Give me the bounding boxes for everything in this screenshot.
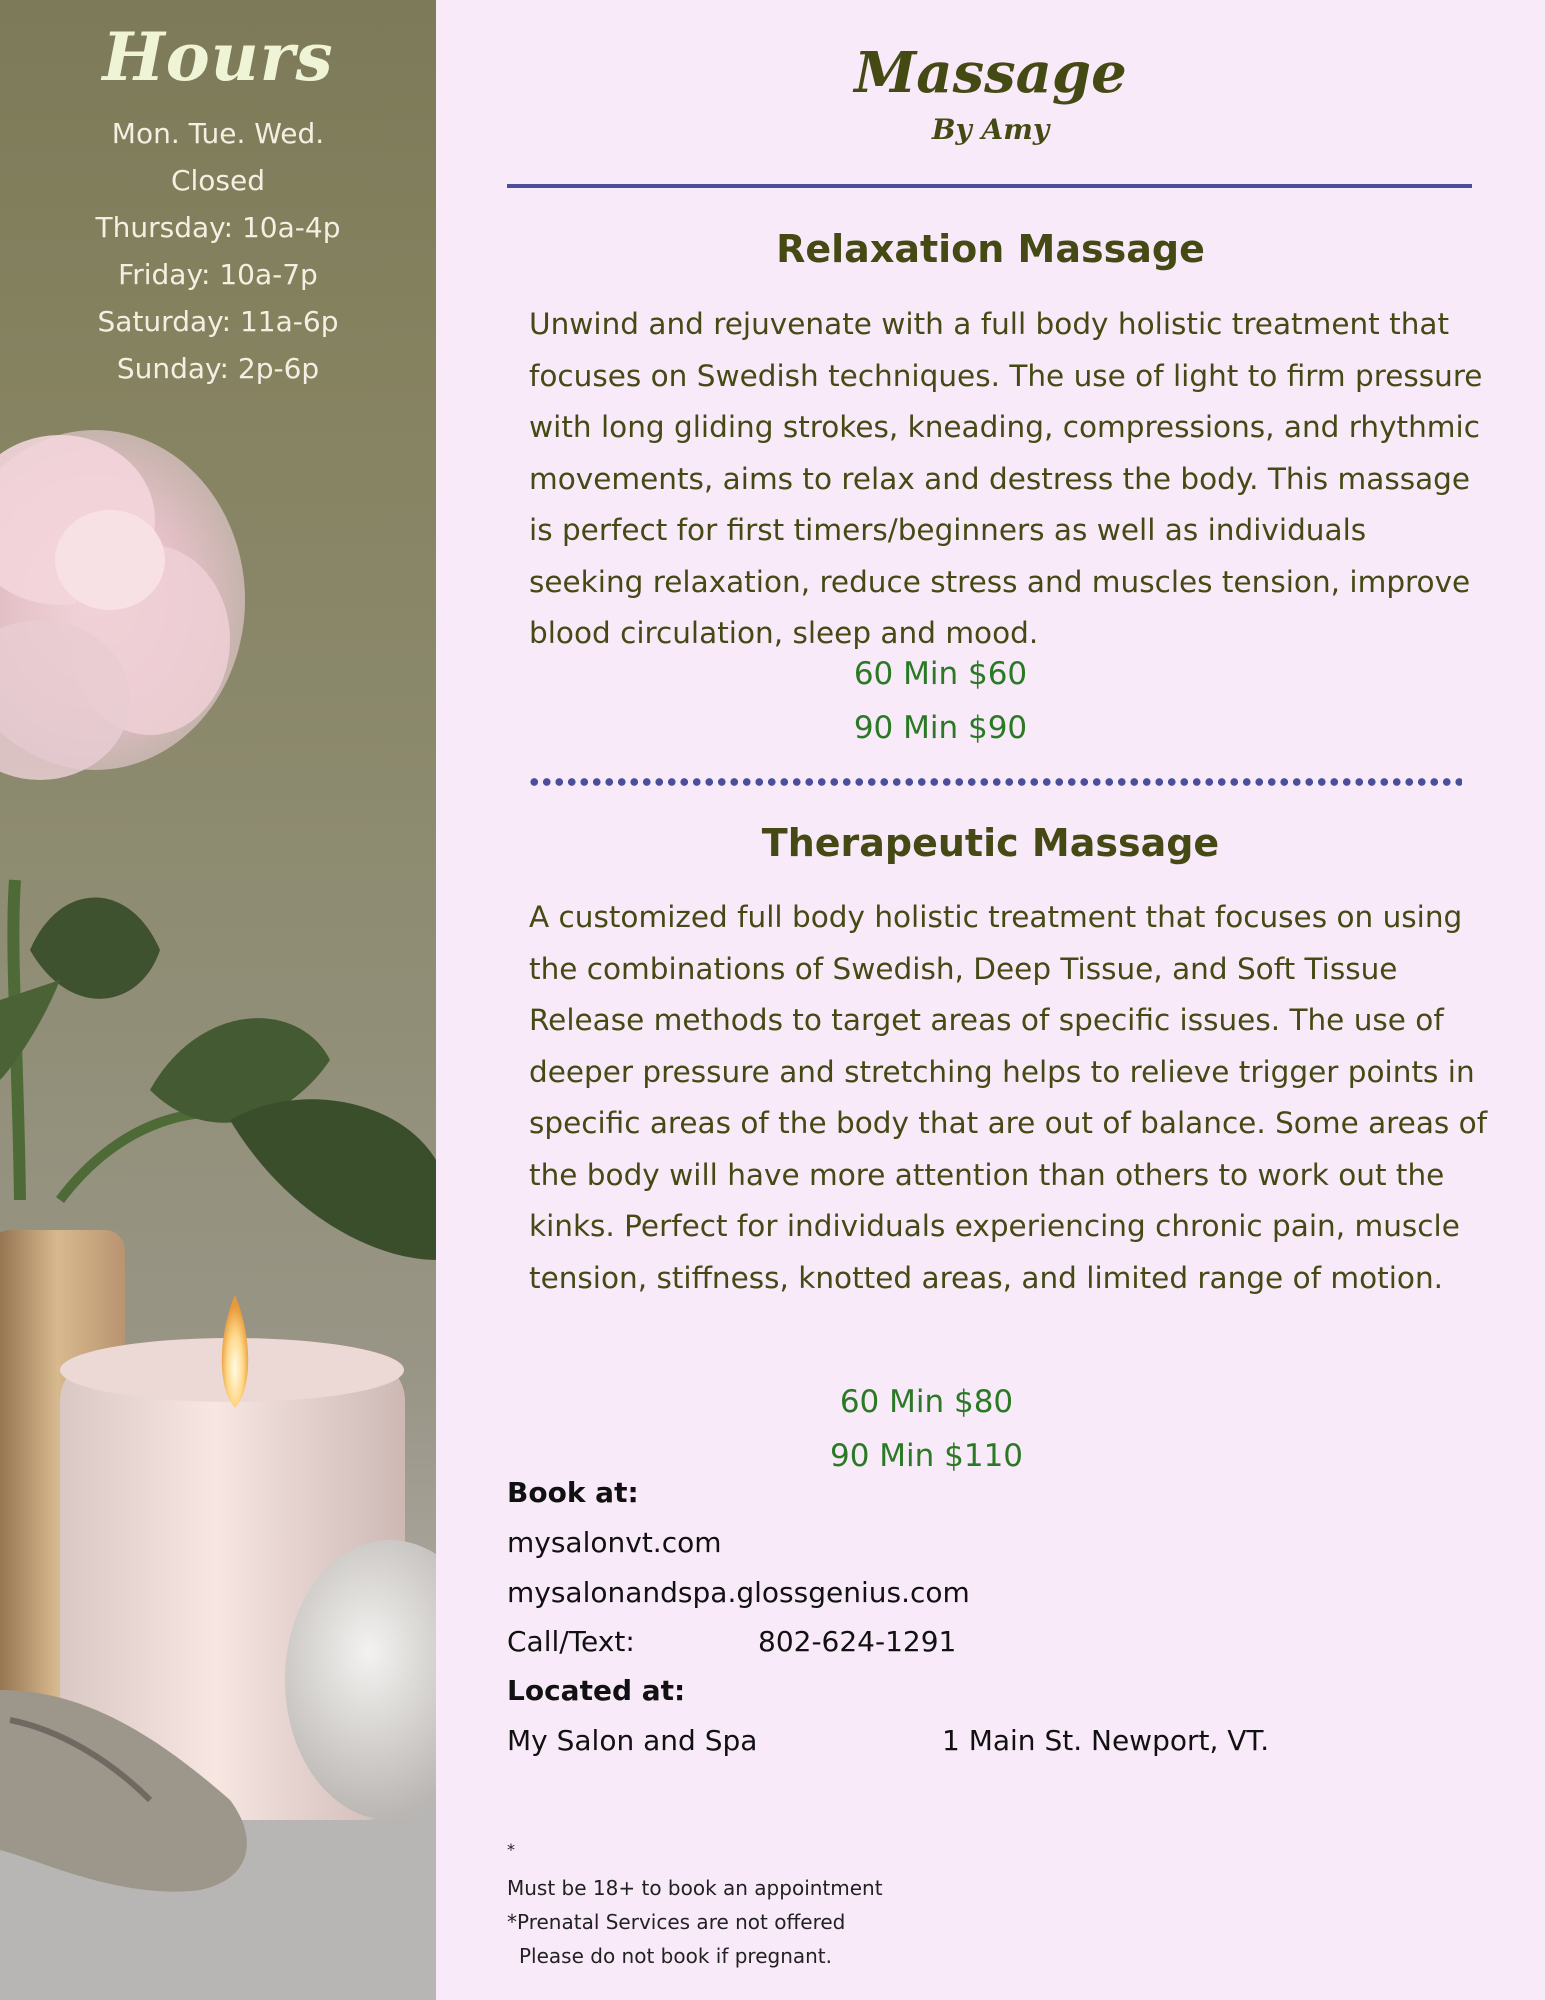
brand-title: Massage (854, 40, 1127, 106)
hours-line: Friday: 10a-7p (118, 258, 318, 291)
service-price: 90 Min $110 (829, 1438, 1024, 1474)
call-label: Call/Text: (507, 1625, 635, 1658)
note-prenatal: *Prenatal Services are not offered (507, 1910, 846, 1934)
hours-line: Mon. Tue. Wed. (111, 117, 325, 150)
service-price: 60 Min $80 (839, 1384, 1014, 1420)
flower-decoration (0, 430, 245, 780)
service-title: Relaxation Massage (776, 227, 1205, 271)
note-age: Must be 18+ to book an appointment (507, 1876, 883, 1900)
note-asterisk: * (507, 1840, 515, 1859)
hours-line: Closed (170, 164, 266, 197)
service-description: A customized full body holistic treatment that focuses on using the combinations of Swedish, Deep Tissue, and Soft Tissue Release methods to target areas of specific issues. The use of deeper pressure and stretching helps to relieve trigger points in specific areas of the body that are out of balance. Some areas of the body will have more attention than others to work out the kinks. Perfect for individuals experiencing chronic pain, muscle tension, stiffness, knotted areas, and limited range of motion. (529, 900, 1488, 1295)
hours-line: Saturday: 11a-6p (97, 305, 339, 338)
service-price: 60 Min $60 (853, 656, 1028, 692)
location-label: Located at: (507, 1674, 686, 1707)
address: 1 Main St. Newport, VT. (942, 1724, 1270, 1757)
spa-photo-panel (0, 0, 436, 2000)
hours-title: Hours (102, 18, 334, 96)
section-divider (528, 776, 1462, 788)
service-title: Therapeutic Massage (761, 821, 1220, 865)
note-pregnant: Please do not book if pregnant. (519, 1944, 833, 1968)
hours-line: Thursday: 10a-4p (95, 211, 341, 244)
header-divider (507, 184, 1472, 188)
website-link[interactable]: mysalonvt.com (507, 1526, 722, 1559)
hours-list (0, 110, 436, 392)
booking-link[interactable]: mysalonandspa.glossgenius.com (507, 1576, 970, 1609)
leaf-decoration (0, 898, 436, 1261)
service-description: Unwind and rejuvenate with a full body holistic treatment that focuses on Swedish techniques. The use of light to firm pressure with long gliding strokes, kneading, compressions, and rhythmic movements, aims to relax and destress the body. This massage is perfect for first timers/beginners as well as individuals seeking relaxation, reduce stress and muscles tension, improve blood circulation, sleep and mood. (529, 307, 1483, 650)
service-price: 90 Min $90 (853, 710, 1028, 746)
hours-line: Sunday: 2p-6p (116, 352, 320, 385)
business-name: My Salon and Spa (507, 1724, 758, 1757)
content-panel (436, 0, 1545, 2000)
brand-subtitle: By Amy (931, 113, 1050, 146)
phone-number[interactable]: 802-624-1291 (758, 1625, 957, 1658)
book-label: Book at: (507, 1476, 639, 1509)
